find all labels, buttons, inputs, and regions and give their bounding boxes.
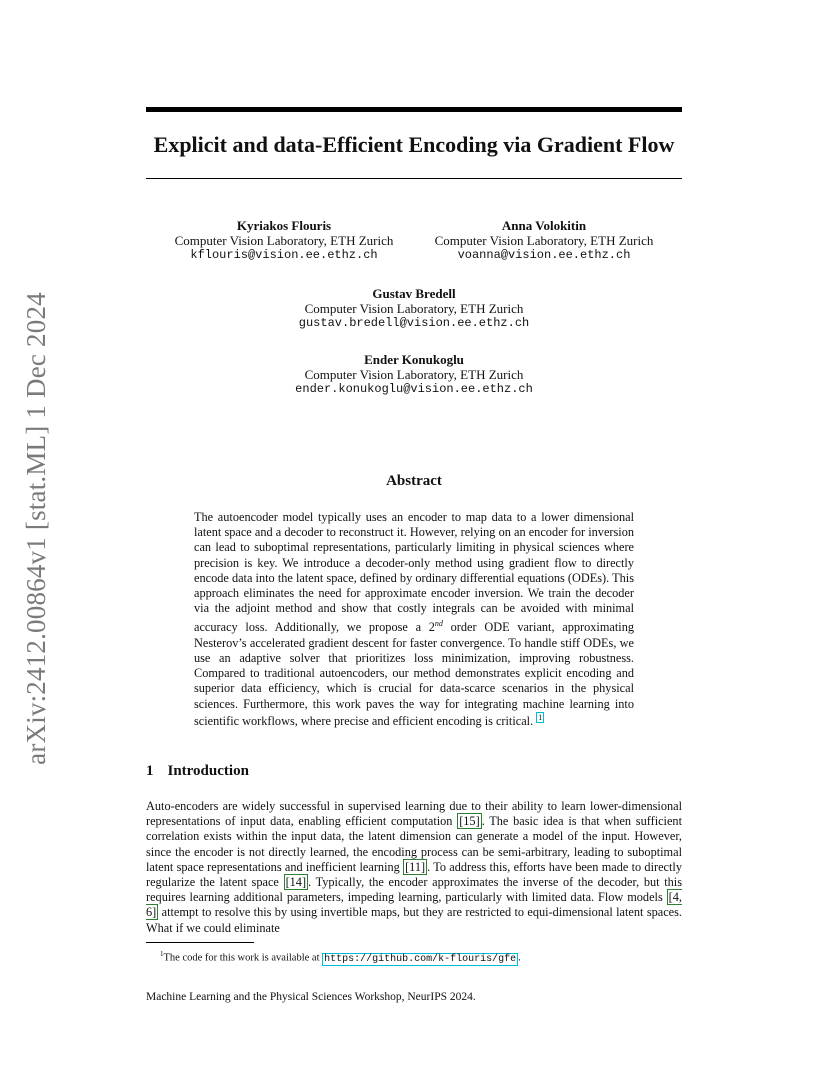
- author-affiliation: Computer Vision Laboratory, ETH Zurich: [304, 301, 524, 316]
- footnote-end: .: [518, 952, 521, 964]
- intro-text: . Typically, the encoder approximates the inverse of the decoder, but this requires learning additional parameters, impeding learning, particularly with limited data. Flow models: [146, 875, 682, 905]
- paper-title: Explicit and data-Efficient Encoding via Gradient Flow: [153, 132, 675, 157]
- venue-line: Machine Learning and the Physical Sciences Workshop, NeurIPS 2024.: [146, 991, 476, 1003]
- footnote-rule: [146, 942, 254, 943]
- citation-link[interactable]: [4, 6]: [146, 890, 682, 920]
- author-affiliation: Computer Vision Laboratory, ETH Zurich: [174, 233, 394, 248]
- footnote: [160, 947, 521, 967]
- abstract-text-part-2: order ODE variant, approximating Nesterov’s accelerated gradient descent for faster convergence. To handle stiff ODEs, we use an adaptive solver that prioritizes loss minimization, improving robustness. Compared to traditional autoencoders, our method demonstrates explicit encoding and superior data efficiency, which is crucial for data-scarce scenarios in the physical sciences. Furthermore, this work paves the way for integrating machine learning into scientific workflows, where precise and efficient encoding is critical.: [194, 620, 634, 728]
- intro-text: . To address this, efforts have been made to directly regularize the latent space: [146, 859, 682, 890]
- author-block-3: [146, 286, 682, 331]
- title-bottom-rule: [146, 178, 682, 179]
- citation-link[interactable]: [11]: [405, 859, 426, 874]
- citation-link[interactable]: [15]: [459, 814, 480, 829]
- author-name: Kyriakos Flouris: [236, 218, 332, 233]
- section-number: 1: [146, 763, 154, 779]
- abstract-heading: Abstract: [386, 473, 442, 489]
- author-name: Ender Konukoglu: [364, 352, 464, 367]
- author-block-1: [150, 218, 418, 263]
- section-heading-introduction: [146, 763, 249, 780]
- author-name: Gustav Bredell: [372, 286, 456, 301]
- author-email[interactable]: gustav.bredell@vision.ee.ethz.ch: [298, 316, 530, 330]
- author-email[interactable]: voanna@vision.ee.ethz.ch: [457, 248, 631, 262]
- superscript-nd: nd: [434, 619, 443, 629]
- citation-link[interactable]: [14]: [285, 875, 307, 890]
- arxiv-sidebar: [16, 288, 56, 768]
- author-email[interactable]: kflouris@vision.ee.ethz.ch: [190, 248, 378, 262]
- abstract-text: [194, 510, 634, 729]
- introduction-paragraph: [146, 799, 682, 936]
- arxiv-identifier[interactable]: arXiv:2412.00864v1 [stat.ML] 1 Dec 2024: [20, 291, 51, 765]
- author-block-2: [410, 218, 678, 263]
- footnote-mark: 1: [160, 950, 164, 958]
- abstract-text-part-1: The autoencoder model typically uses an encoder to map data to a lower dimensional latent space and a decoder to reconstruct it. However, relying on an encoder for inversion can lead to suboptimal representations, particularly limiting in physical sciences where precision is key. We introduce a decoder-only method using gradient flow to directly encode data into the latent space, defined by ordinary differential equations (ODEs). This approach eliminates the need for approximate encoder inversion. We train the decoder via the adjoint method and show that costly integrals can be avoided with minimal accuracy loss. Additionally, we propose a 2: [194, 510, 634, 635]
- section-title: Introduction: [167, 763, 249, 779]
- footnote-reference-link[interactable]: 1: [538, 712, 543, 722]
- author-affiliation: Computer Vision Laboratory, ETH Zurich: [304, 367, 524, 382]
- author-affiliation: Computer Vision Laboratory, ETH Zurich: [434, 233, 654, 248]
- intro-text: Auto-encoders are widely successful in supervised learning due to their ability to learn lower-dimensional representations of input data, enabling efficient computation: [146, 799, 682, 829]
- footnote-text: The code for this work is available at: [163, 952, 323, 964]
- intro-text: . The basic idea is that when sufficient correlation exists within the input data, the latent dimension can generate a model of the input. However, since the encoder is not directly learned, the encoding process can be semi-arbitrary, leading to suboptimal latent space representations and inefficient learning: [146, 814, 683, 874]
- code-repository-link[interactable]: https://github.com/k-flouris/gfe: [324, 953, 517, 965]
- author-block-4: [146, 352, 682, 397]
- author-email[interactable]: ender.konukoglu@vision.ee.ethz.ch: [295, 382, 533, 396]
- author-name: Anna Volokitin: [501, 218, 587, 233]
- intro-text: attempt to resolve this by using invertible maps, but they are restricted to equi-dimensional latent spaces. What if we could eliminate: [146, 905, 682, 935]
- title-top-rule: [146, 107, 682, 112]
